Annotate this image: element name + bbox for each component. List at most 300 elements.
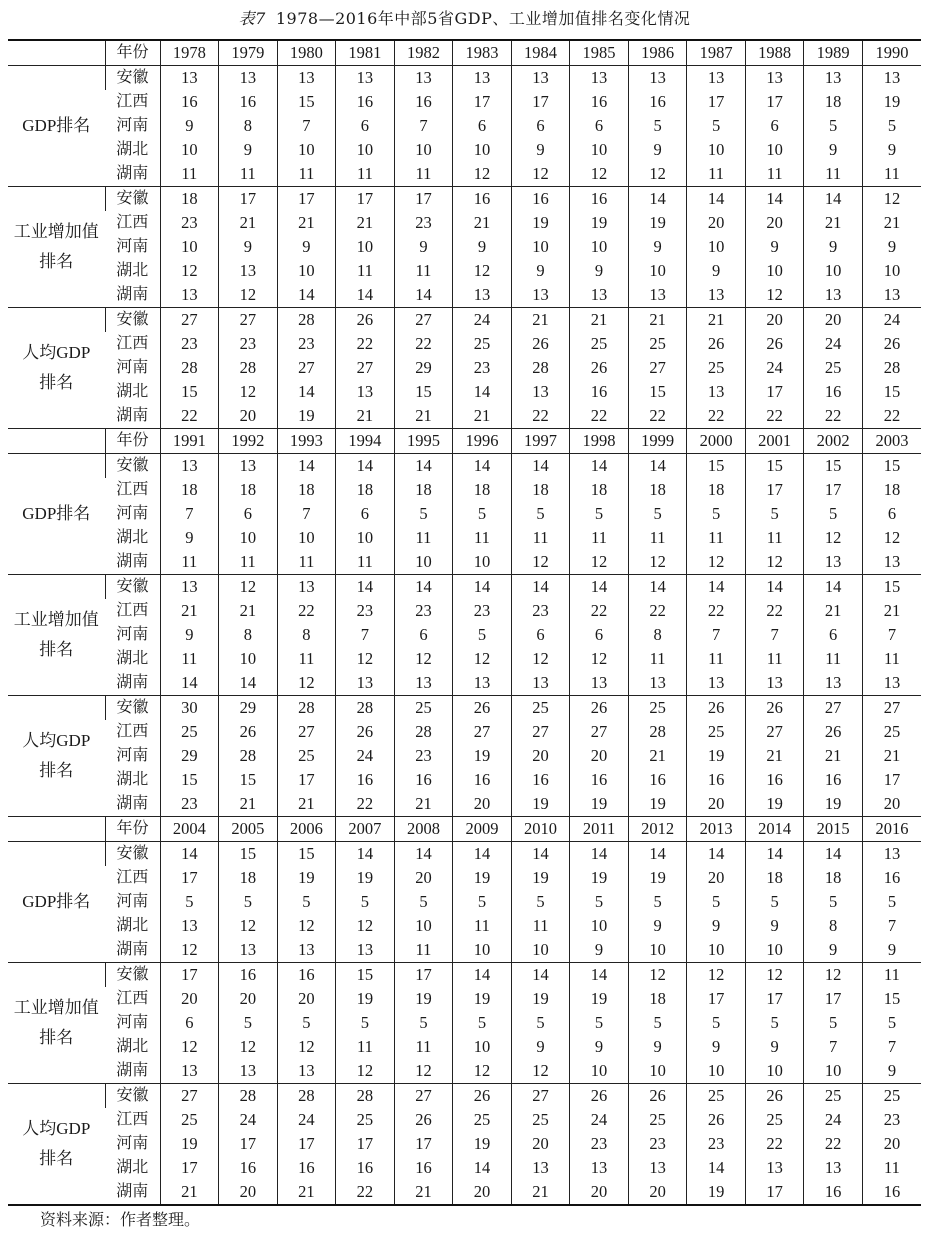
- province-cell: 湖南: [116, 407, 149, 424]
- province-cell: 河南: [116, 1014, 149, 1031]
- province-cell: 安徽: [105, 187, 160, 212]
- corner-cell: [8, 817, 105, 842]
- province-cell: 江西: [116, 990, 149, 1007]
- rank-cell: 17: [687, 90, 746, 114]
- rank-cell: 12: [219, 1035, 278, 1059]
- rank-cell: 22: [336, 332, 395, 356]
- rank-cell: 30: [160, 696, 219, 721]
- province-cell: 江西: [116, 602, 149, 619]
- year-cell: 2009: [453, 817, 512, 842]
- rank-cell: 25: [453, 332, 512, 356]
- rank-cell: 13: [511, 66, 570, 91]
- rank-cell: 11: [804, 162, 863, 187]
- rank-cell: 10: [570, 1059, 629, 1084]
- rank-cell: 16: [394, 90, 453, 114]
- rank-cell: 25: [628, 696, 687, 721]
- rank-cell: 14: [394, 575, 453, 600]
- rank-cell: 16: [862, 866, 921, 890]
- rank-cell: 21: [277, 1180, 336, 1205]
- rank-cell: 27: [628, 356, 687, 380]
- year-cell: 1999: [628, 429, 687, 454]
- rank-cell: 11: [160, 647, 219, 671]
- table-row: [8, 1035, 921, 1059]
- rank-cell: 11: [687, 647, 746, 671]
- rank-cell: 16: [219, 1156, 278, 1180]
- rank-cell: 25: [687, 356, 746, 380]
- rank-cell: 13: [394, 671, 453, 696]
- rank-cell: 14: [336, 283, 395, 308]
- rank-cell: 17: [745, 1180, 804, 1205]
- rank-cell: 12: [804, 526, 863, 550]
- rank-cell: 10: [745, 1059, 804, 1084]
- rank-cell: 17: [745, 478, 804, 502]
- year-cell: 1987: [687, 40, 746, 66]
- rank-cell: 14: [804, 187, 863, 212]
- rank-cell: 24: [277, 1108, 336, 1132]
- rank-cell: 13: [336, 380, 395, 404]
- province-cell: 河南: [116, 747, 149, 764]
- category-label-line: 排名: [39, 252, 74, 271]
- rank-cell: 13: [687, 671, 746, 696]
- year-cell: 1991: [160, 429, 219, 454]
- rank-cell: 22: [394, 332, 453, 356]
- rank-cell: 12: [453, 1059, 512, 1084]
- rank-cell: 14: [336, 575, 395, 600]
- rank-cell: 12: [277, 914, 336, 938]
- category-label: [8, 454, 105, 575]
- rank-cell: 6: [453, 114, 512, 138]
- rank-cell: 20: [570, 1180, 629, 1205]
- year-cell: 2008: [394, 817, 453, 842]
- rank-cell: 16: [804, 380, 863, 404]
- table-row: [8, 890, 921, 914]
- table-row: [8, 138, 921, 162]
- rank-cell: 15: [219, 842, 278, 867]
- rank-cell: 16: [394, 768, 453, 792]
- rank-cell: 12: [160, 938, 219, 963]
- corner-cell: [8, 40, 105, 66]
- rank-cell: 5: [804, 114, 863, 138]
- table-row: [8, 987, 921, 1011]
- category-label-line: 排名: [39, 761, 74, 780]
- rank-cell: 11: [511, 914, 570, 938]
- rank-cell: 8: [628, 623, 687, 647]
- rank-cell: 5: [687, 502, 746, 526]
- rank-cell: 23: [336, 599, 395, 623]
- rank-cell: 5: [336, 1011, 395, 1035]
- rank-cell: 11: [862, 1156, 921, 1180]
- rank-cell: 11: [336, 550, 395, 575]
- rank-cell: 12: [862, 526, 921, 550]
- rank-cell: 6: [862, 502, 921, 526]
- rank-cell: 24: [336, 744, 395, 768]
- year-cell: 2016: [862, 817, 921, 842]
- year-cell: 2014: [745, 817, 804, 842]
- rank-cell: 5: [570, 502, 629, 526]
- rank-cell: 18: [628, 478, 687, 502]
- province-cell: 湖南: [116, 286, 149, 303]
- rank-cell: 13: [511, 283, 570, 308]
- table-row: [8, 744, 921, 768]
- rank-cell: 28: [277, 308, 336, 333]
- rank-cell: 12: [570, 162, 629, 187]
- year-cell: 1982: [394, 40, 453, 66]
- category-label: [8, 696, 105, 817]
- rank-cell: 12: [570, 550, 629, 575]
- province-cell: 安徽: [105, 66, 160, 91]
- rank-cell: 14: [453, 380, 512, 404]
- table-row: [8, 842, 921, 867]
- rank-cell: 6: [570, 114, 629, 138]
- rank-cell: 13: [453, 66, 512, 91]
- rank-cell: 9: [745, 235, 804, 259]
- province-cell: 河南: [116, 626, 149, 643]
- rank-cell: 18: [277, 478, 336, 502]
- rank-cell: 13: [277, 938, 336, 963]
- rank-cell: 17: [745, 90, 804, 114]
- rank-cell: 21: [687, 308, 746, 333]
- rank-cell: 10: [628, 938, 687, 963]
- rank-cell: 13: [628, 283, 687, 308]
- rank-cell: 24: [219, 1108, 278, 1132]
- rank-cell: 10: [687, 1059, 746, 1084]
- table-row: [8, 526, 921, 550]
- rank-cell: 15: [277, 90, 336, 114]
- table-row: [8, 454, 921, 479]
- rank-cell: 21: [219, 599, 278, 623]
- rank-cell: 20: [219, 404, 278, 429]
- rank-cell: 5: [453, 1011, 512, 1035]
- rank-cell: 10: [628, 259, 687, 283]
- rank-cell: 10: [804, 1059, 863, 1084]
- rank-cell: 23: [219, 332, 278, 356]
- rank-cell: 21: [453, 404, 512, 429]
- rank-cell: 9: [570, 259, 629, 283]
- rank-cell: 25: [336, 1108, 395, 1132]
- rank-cell: 20: [453, 1180, 512, 1205]
- rank-cell: 14: [511, 454, 570, 479]
- rank-cell: 7: [804, 1035, 863, 1059]
- category-label-line: 排名: [39, 1149, 74, 1168]
- year-cell: 1979: [219, 40, 278, 66]
- rank-cell: 19: [862, 90, 921, 114]
- category-label-line: 排名: [39, 640, 74, 659]
- rank-cell: 24: [570, 1108, 629, 1132]
- rank-cell: 12: [745, 283, 804, 308]
- rank-cell: 19: [687, 1180, 746, 1205]
- rank-cell: 12: [511, 1059, 570, 1084]
- province-cell: 湖北: [116, 917, 149, 934]
- rank-cell: 5: [511, 1011, 570, 1035]
- rank-cell: 12: [687, 963, 746, 988]
- rank-cell: 29: [219, 696, 278, 721]
- year-cell: 1992: [219, 429, 278, 454]
- rank-cell: 11: [628, 526, 687, 550]
- category-label-line: 人均GDP: [22, 731, 91, 750]
- rank-cell: 23: [394, 744, 453, 768]
- rank-cell: 12: [570, 647, 629, 671]
- rank-cell: 17: [160, 963, 219, 988]
- rank-cell: 18: [804, 866, 863, 890]
- rank-cell: 10: [453, 1035, 512, 1059]
- province-cell: 河南: [116, 359, 149, 376]
- rank-cell: 16: [804, 1180, 863, 1205]
- rank-cell: 19: [628, 211, 687, 235]
- rank-cell: 10: [453, 938, 512, 963]
- rank-cell: 9: [277, 235, 336, 259]
- rank-cell: 16: [570, 380, 629, 404]
- rank-cell: 18: [160, 478, 219, 502]
- rank-cell: 14: [160, 671, 219, 696]
- rank-cell: 16: [570, 90, 629, 114]
- rank-cell: 13: [277, 66, 336, 91]
- rank-cell: 6: [511, 623, 570, 647]
- rank-cell: 13: [862, 550, 921, 575]
- rank-cell: 23: [160, 332, 219, 356]
- table-row: [8, 235, 921, 259]
- rank-cell: 10: [687, 938, 746, 963]
- rank-cell: 9: [628, 235, 687, 259]
- rank-cell: 9: [804, 235, 863, 259]
- table-row: [8, 283, 921, 308]
- rank-cell: 6: [336, 114, 395, 138]
- rank-cell: 26: [453, 696, 512, 721]
- table-row: [8, 90, 921, 114]
- rank-cell: 17: [277, 768, 336, 792]
- rank-cell: 21: [394, 404, 453, 429]
- rank-cell: 26: [511, 332, 570, 356]
- province-cell: 湖南: [116, 553, 149, 570]
- rank-cell: 12: [160, 259, 219, 283]
- rank-cell: 14: [453, 1156, 512, 1180]
- rank-cell: 16: [277, 1156, 336, 1180]
- rank-cell: 13: [511, 380, 570, 404]
- rank-cell: 19: [570, 211, 629, 235]
- rank-cell: 16: [511, 187, 570, 212]
- rank-cell: 11: [687, 162, 746, 187]
- year-cell: 2002: [804, 429, 863, 454]
- rank-cell: 21: [336, 404, 395, 429]
- rank-cell: 21: [394, 1180, 453, 1205]
- rank-cell: 13: [219, 66, 278, 91]
- rank-cell: 16: [336, 768, 395, 792]
- rank-cell: 17: [804, 478, 863, 502]
- rank-cell: 8: [219, 623, 278, 647]
- rank-cell: 17: [862, 768, 921, 792]
- rank-cell: 14: [336, 454, 395, 479]
- rank-cell: 19: [570, 866, 629, 890]
- rank-cell: 5: [336, 890, 395, 914]
- rank-cell: 15: [804, 454, 863, 479]
- rank-cell: 13: [804, 283, 863, 308]
- rank-cell: 28: [511, 356, 570, 380]
- rank-cell: 11: [628, 647, 687, 671]
- rank-cell: 17: [511, 90, 570, 114]
- rank-cell: 9: [219, 138, 278, 162]
- rank-cell: 5: [862, 890, 921, 914]
- rank-cell: 9: [687, 914, 746, 938]
- year-header-row: [8, 817, 921, 842]
- province-cell: 湖南: [116, 795, 149, 812]
- rank-cell: 19: [336, 866, 395, 890]
- rank-cell: 23: [687, 1132, 746, 1156]
- rank-cell: 24: [745, 356, 804, 380]
- rank-cell: 21: [453, 211, 512, 235]
- rank-cell: 15: [745, 454, 804, 479]
- rank-cell: 11: [745, 162, 804, 187]
- province-cell: 江西: [116, 93, 149, 110]
- rank-cell: 25: [804, 356, 863, 380]
- rank-cell: 9: [160, 526, 219, 550]
- rank-cell: 11: [570, 526, 629, 550]
- table-row: [8, 502, 921, 526]
- rank-cell: 13: [628, 671, 687, 696]
- rank-cell: 10: [628, 1059, 687, 1084]
- year-cell: 1993: [277, 429, 336, 454]
- rank-cell: 16: [160, 90, 219, 114]
- rank-cell: 14: [453, 842, 512, 867]
- rank-cell: 9: [394, 235, 453, 259]
- rank-cell: 19: [453, 744, 512, 768]
- rank-cell: 10: [336, 235, 395, 259]
- table-row: [8, 356, 921, 380]
- rank-cell: 14: [570, 575, 629, 600]
- category-label: [8, 575, 105, 696]
- rank-cell: 27: [511, 1084, 570, 1109]
- rank-cell: 18: [219, 866, 278, 890]
- table-row: [8, 792, 921, 817]
- rank-cell: 13: [160, 283, 219, 308]
- rank-cell: 16: [453, 768, 512, 792]
- rank-cell: 28: [336, 696, 395, 721]
- rank-cell: 13: [862, 842, 921, 867]
- rank-cell: 28: [219, 1084, 278, 1109]
- table-row: [8, 599, 921, 623]
- table-row: [8, 332, 921, 356]
- rank-cell: 9: [628, 914, 687, 938]
- rank-cell: 28: [277, 1084, 336, 1109]
- rank-cell: 11: [394, 938, 453, 963]
- category-label-line: GDP排名: [22, 504, 91, 523]
- table-caption: 1978—2016年中部5省GDP、工业增加值排名变化情况: [275, 9, 691, 28]
- rank-cell: 25: [745, 1108, 804, 1132]
- rank-cell: 22: [687, 404, 746, 429]
- rank-cell: 13: [745, 66, 804, 91]
- rank-cell: 14: [219, 671, 278, 696]
- rank-cell: 5: [394, 890, 453, 914]
- rank-cell: 21: [160, 1180, 219, 1205]
- rank-cell: 17: [687, 987, 746, 1011]
- table-row: [8, 914, 921, 938]
- year-cell: 1984: [511, 40, 570, 66]
- year-header-label: 年份: [105, 429, 160, 454]
- rank-cell: 13: [862, 283, 921, 308]
- rank-cell: 19: [511, 987, 570, 1011]
- province-cell: 安徽: [105, 842, 160, 867]
- rank-cell: 21: [336, 211, 395, 235]
- province-cell: 江西: [116, 214, 149, 231]
- rank-cell: 13: [511, 1156, 570, 1180]
- rank-cell: 17: [219, 1132, 278, 1156]
- rank-cell: 26: [862, 332, 921, 356]
- province-cell: 江西: [116, 869, 149, 886]
- province-cell: 湖南: [116, 1062, 149, 1079]
- rank-cell: 11: [862, 647, 921, 671]
- rank-cell: 16: [628, 90, 687, 114]
- rank-cell: 12: [511, 647, 570, 671]
- category-label-line: 排名: [39, 1028, 74, 1047]
- table-title: [0, 6, 929, 29]
- rank-cell: 27: [336, 356, 395, 380]
- rank-cell: 15: [628, 380, 687, 404]
- year-cell: 1988: [745, 40, 804, 66]
- rank-cell: 11: [862, 162, 921, 187]
- rank-cell: 14: [745, 842, 804, 867]
- year-cell: 2001: [745, 429, 804, 454]
- rank-cell: 9: [862, 1059, 921, 1084]
- category-label-line: GDP排名: [22, 116, 91, 135]
- category-label-line: 工业增加值: [13, 222, 99, 241]
- table-row: [8, 623, 921, 647]
- province-cell: 湖北: [116, 262, 149, 279]
- province-cell: 江西: [116, 1111, 149, 1128]
- rank-cell: 7: [862, 914, 921, 938]
- rank-cell: 13: [219, 938, 278, 963]
- province-cell: 湖北: [116, 1159, 149, 1176]
- category-label-line: 工业增加值: [13, 610, 99, 629]
- rank-cell: 26: [336, 308, 395, 333]
- rank-cell: 23: [511, 599, 570, 623]
- year-cell: 1990: [862, 40, 921, 66]
- category-label-line: 人均GDP: [22, 343, 91, 362]
- rank-cell: 9: [745, 914, 804, 938]
- rank-cell: 27: [453, 720, 512, 744]
- rank-cell: 20: [453, 792, 512, 817]
- rank-cell: 27: [862, 696, 921, 721]
- province-cell: 江西: [116, 335, 149, 352]
- rank-cell: 7: [687, 623, 746, 647]
- rank-cell: 26: [453, 1084, 512, 1109]
- province-cell: 安徽: [105, 1084, 160, 1109]
- rank-cell: 28: [336, 1084, 395, 1109]
- table-row: [8, 720, 921, 744]
- rank-cell: 11: [160, 162, 219, 187]
- rank-cell: 13: [570, 1156, 629, 1180]
- rank-cell: 6: [804, 623, 863, 647]
- rank-cell: 22: [336, 792, 395, 817]
- rank-cell: 14: [277, 380, 336, 404]
- rank-cell: 28: [219, 744, 278, 768]
- rank-cell: 5: [511, 502, 570, 526]
- year-cell: 1998: [570, 429, 629, 454]
- province-cell: 湖北: [116, 1038, 149, 1055]
- year-header-row: [8, 429, 921, 454]
- rank-cell: 20: [219, 1180, 278, 1205]
- rank-cell: 5: [804, 502, 863, 526]
- province-cell: 湖北: [116, 771, 149, 788]
- rank-cell: 10: [219, 647, 278, 671]
- rank-cell: 9: [511, 138, 570, 162]
- rank-cell: 9: [570, 938, 629, 963]
- rank-cell: 13: [336, 671, 395, 696]
- rank-cell: 16: [336, 90, 395, 114]
- rank-cell: 23: [160, 792, 219, 817]
- rank-cell: 13: [219, 454, 278, 479]
- rank-cell: 18: [570, 478, 629, 502]
- rank-cell: 27: [394, 308, 453, 333]
- rank-cell: 16: [511, 768, 570, 792]
- rank-cell: 14: [804, 842, 863, 867]
